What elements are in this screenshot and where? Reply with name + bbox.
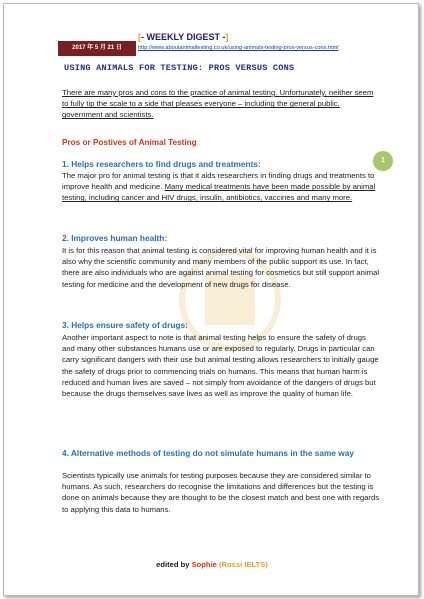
digest-header [58, 32, 370, 58]
section-3-heading: 3. Helps ensure safety of drugs: [62, 320, 188, 330]
section-2-text: It is for this reason that animal testing is considered vital for improving human health and it is also why the scientific community and many members of the public support its use. In fact, there are also individuals who are against animal testing for cosmetics but still support animal testing for medicine and the development of new drugs for disease. [62, 246, 380, 289]
section-2-heading: 2. Improves human health: [62, 233, 168, 243]
pros-section-heading: Pros or Postives of Animal Testing [62, 138, 197, 147]
article-title: USING ANIMALS FOR TESTING: PROS VERSUS CONS [64, 63, 295, 73]
section-1-text: The major pro for animal testing is that it aids researchers in finding drugs and treatments to improve health and medicine. Many medical treatments have been made possible by animal testing, including cancer and HIV drugs, insulin, antibiotics, vaccines and many more. [62, 171, 376, 203]
section-1-heading: 1. Helps researchers to find drugs and treatments: [62, 159, 261, 169]
section-4-text: Scientists typically use animals for testing purposes because they are considered similar to humans. As such, researchers do recognise the limitations and differences but the testing is done on animals because they are thought to be the closest match and best one with regards to applying this data to humans. [62, 471, 380, 514]
comment-marker-icon[interactable]: 1 [373, 151, 393, 171]
date-badge: 2017 年 5 月 21 日 [58, 41, 136, 56]
intro-paragraph: There are many pros and cons to the practice of animal testing. Unfortunately, neither seem to fully tip the scale to a side that pleases everyone – including the general public, government and scientists. [62, 88, 374, 120]
editor-credit: edited by Sophie (Rossi IELTS) [156, 560, 268, 569]
source-url[interactable]: http://www.aboutanimaltesting.co.uk/using-animals-testing-pros-versus-cons.html [138, 45, 339, 51]
section-3-text: Another important aspect to note is that animal testing helps to ensure the safety of drugs and many other substances humans use or are exposed to regularly. Drugs in particular can carry significant dangers with their use but animal testing allows researchers to initially gauge the safety of drugs prior to commencing trials on humans. This means that human harm is reduced and human lives are saved – not simply from avoidance of the dangers of drugs but because the drugs themselves save lives as well as improve the quality of human life. [62, 333, 379, 399]
digest-title: [- WEEKLY DIGEST -] [138, 32, 229, 42]
section-4-heading: 4. Alternative methods of testing do not simulate humans in the same way [62, 448, 354, 458]
